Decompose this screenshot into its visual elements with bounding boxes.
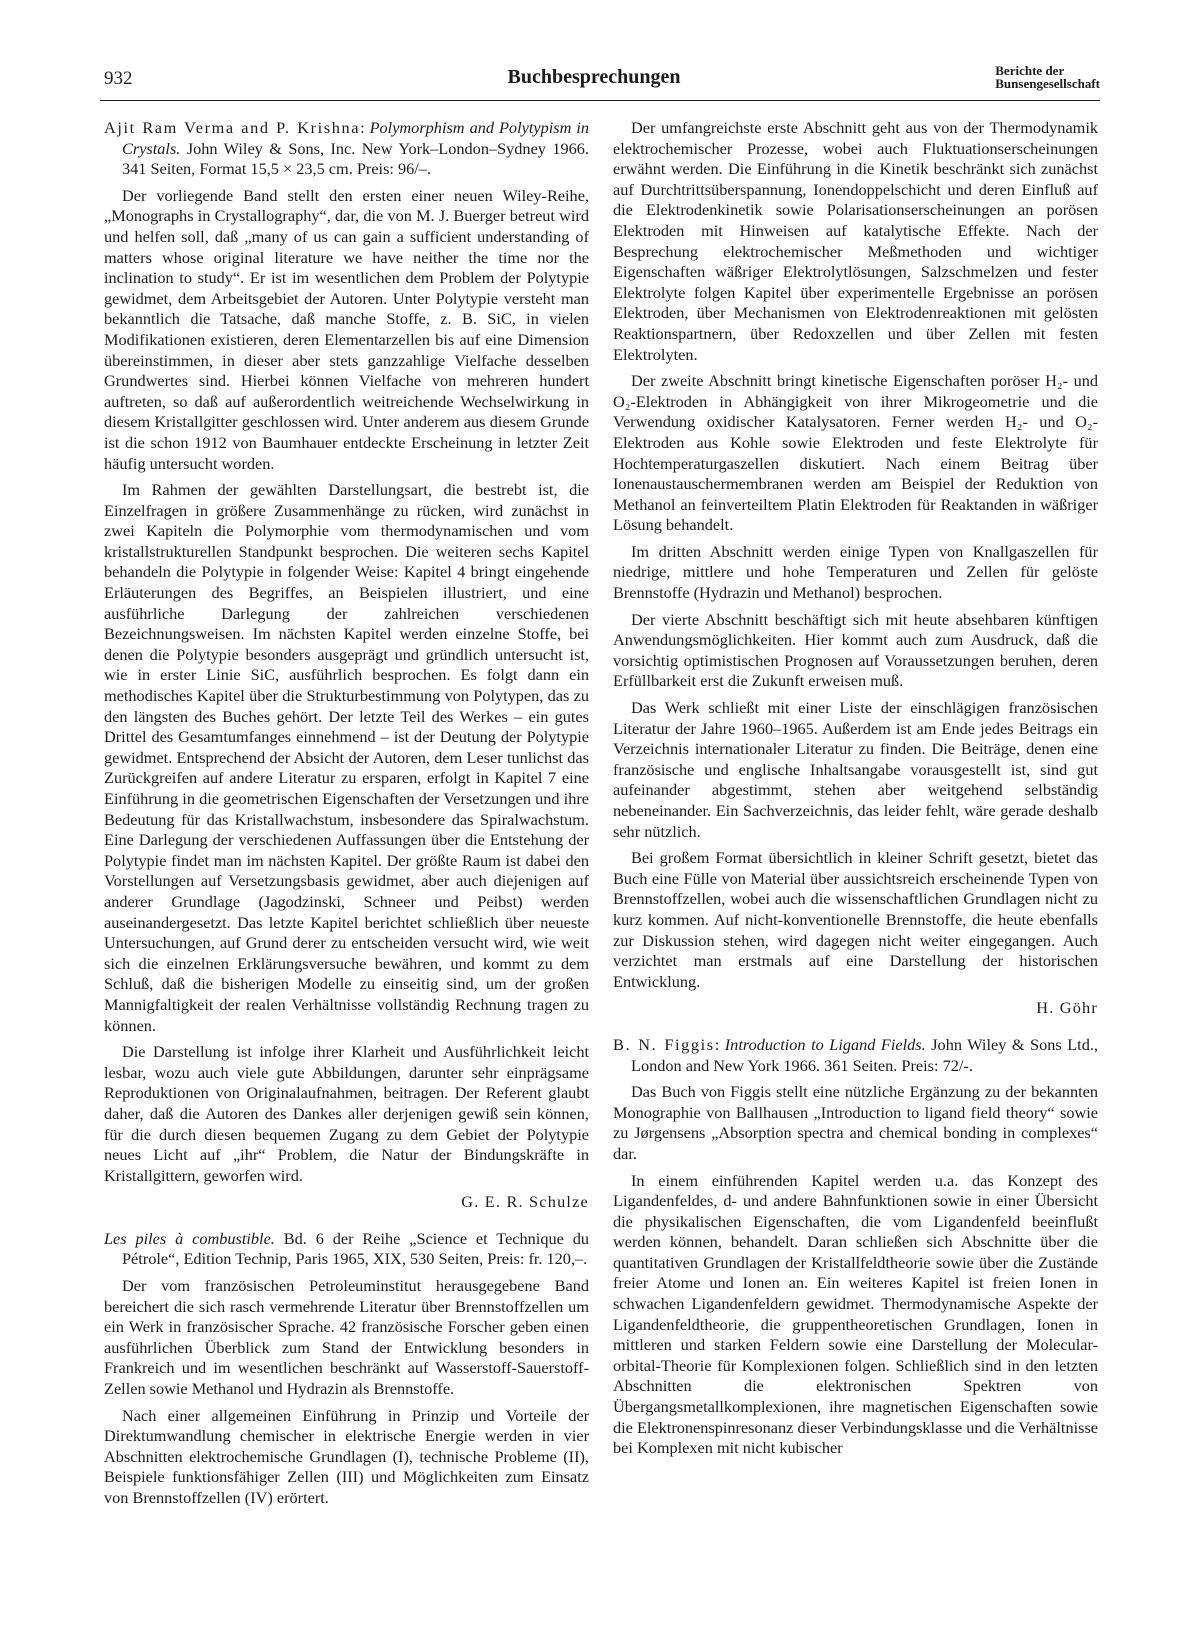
left-column xyxy=(104,118,589,1515)
journal-name xyxy=(995,64,1100,90)
review-2-paragraph-7: Das Werk schließt mit einer Liste der einschlägigen französischen Literatur der Jahre 1960–1965. Außerdem ist am Ende jedes Beitrags ein Verzeichnis internationaler Literatur zu finden. Die Beiträge, denen eine französische und englische Inhaltsangabe vorausgestellt ist, sind gut aufeinander abgestimmt, stehen aber weitgehend selbständig nebeneinander. Ein Sachverzeichnis, das leider fehlt, wäre gerade deshalb sehr nützlich. xyxy=(613,698,1098,841)
review-1-title: Polymorphism and Polytypism in Crystals. xyxy=(122,118,589,158)
page-number: 932 xyxy=(104,68,133,89)
review-3-details: John Wiley & Sons Ltd., London and New York 1966. 361 Seiten. Preis: 72/-. xyxy=(631,1034,1098,1075)
review-1-paragraph-2: Im Rahmen der gewählten Darstellungsart, die bestrebt ist, die Einzelfragen in größere Zusammenhänge zu rücken, wird zunächst in zwei Kapiteln die Polymorphie vom thermodynamischen und vom kristallstrukturellen Standpunkt besprochen. Die weiteren sechs Kapitel behandeln die Polytypie in folgender Weise: Kapitel 4 bringt eingehende Erläuterungen des Begriffes, an Beispielen illustriert, und eine ausführliche Darlegung der zahlreichen verschiedenen Bezeichnungsweisen. Im nächsten Kapitel werden einzelne Stoffe, bei denen die Polytypie besonders ausgeprägt und gründlich untersucht ist, wie in erster Linie SiC, ausführlich besprochen. Es folgt dann ein methodisches Kapitel über die Strukturbestimmung von Polytypen, das zu den längsten des Buches gehört. Der letzte Teil des Werkes – ein gutes Drittel des Gesamtumfanges einnehmend – ist der Deutung der Polytypie gewidmet. Entsprechend der Absicht der Autoren, dem Leser tunlichst das Zurückgreifen auf andere Literatur zu ersparen, erfolgt in Kapitel 7 eine Einführung in die geometrischen Eigenschaften der Versetzungen und ihre Bedeutung für das Kristallwachstum, insbesondere das Spiralwachstum. Eine Darlegung der verschiedenen Auffassungen über die Entstehung der Polytypie findet man im nächsten Kapitel. Der größte Raum ist dabei den Vorstellungen auf Versetzungsbasis gewidmet, aber auch diejenigen auf anderer Grundlage (Jagodzinski, Schneer und Peibst) werden auseinandergesetzt. Das letzte Kapitel berichtet schließlich über neueste Untersuchungen, auf Grund derer zu entscheiden versucht wird, wie weit sich die einzelnen Erklärungsversuche bewähren, und kommt zu dem Schluß, daß die bisherigen Modelle zu einseitig sind, um der großen Mannigfaltigkeit der realen Verhältnisse vollständig Rechnung tragen zu können. xyxy=(104,480,589,1035)
review-2-reviewer-line xyxy=(613,998,1098,1019)
review-1-reviewer: G. E. R. Schulze xyxy=(461,1192,589,1212)
review-2-details: Bd. 6 der Reihe „Science et Technique du Pétrole“, Edition Technip, Paris 1965, XIX, 530 Seiten, Preis: fr. 120,–. xyxy=(122,1228,589,1269)
review-2-citation xyxy=(104,1229,589,1270)
review-1-reviewer-line xyxy=(104,1192,589,1213)
review-3-paragraph-1: Das Buch von Figgis stellt eine nützliche Ergänzung zu der bekannten Monographie von Ballhausen „Introduction to ligand field theory“ sowie zu Jørgensens „Absorption spectra and chemical bonding in complexes“ dar. xyxy=(613,1082,1098,1163)
review-2-paragraph-2: Nach einer allgemeinen Einführung in Prinzip und Vorteile der Direktumwandlung chemischer in elektrische Energie werden in vier Abschnitten elektrochemische Grundlagen (I), technische Probleme (II), Beispiele funktionsfähiger Zellen (III) und Möglichkeiten zum Einsatz von Brennstoffzellen (IV) erörtert. xyxy=(104,1405,589,1507)
review-3-paragraph-2: In einem einführenden Kapitel werden u.a. das Konzept des Ligandenfeldes, d- und andere Bahnfunktionen sowie in einer Übersicht die physikalischen Eigenschaften, die vom Ligandenfeld beeinflußt werden können, behandelt. Daran schließen sich Abschnitte über die quantitativen Grundlagen der Kristallfeldtheorie sowie über die Zustände freier Atome und Ionen an. Ein weiteres Kapitel ist freien Ionen in schwachen Ligandenfeldern gewidmet. Thermodynamische Aspekte der Ligandenfeldtheorie, die gruppentheoretischen Grundlagen, Ionen in mittleren und starken Feldern sowie eine Darstellung der Molecular-orbital-Theorie für Komplexionen folgen. Schließlich sind in den letzten Abschnitten die elektronischen Spektren von Übergangsmetallkomplexionen, ihre magnetischen Eigenschaften sowie die Elektronenspinresonanz dieser Verbindungsklasse und die Verhältnisse bei Komplexen mit nicht kubischer xyxy=(613,1170,1099,1458)
review-2-reviewer: H. Göhr xyxy=(1036,998,1098,1018)
journal-name-line-2: Bunsengesellschaft xyxy=(995,76,1100,91)
review-2-paragraph-5: Im dritten Abschnitt werden einige Typen von Knallgaszellen für niedrige, mittlere und hohe Temperaturen und Zellen für gelöste Brennstoffe (Hydrazin und Methanol) besprochen. xyxy=(613,541,1098,603)
review-1-paragraph-1: Der vorliegende Band stellt den ersten einer neuen Wiley-Reihe, „Monographs in Crystallography“, dar, die von M. J. Buerger betreut wird und helfen soll, daß „many of us can gain a sufficient understanding of matters whose original literature we have neither the time nor the inclination to study“. Er ist im wesentlichen dem Problem der Polytypie gewidmet, dem Arbeitsgebiet der Autoren. Unter Polytypie versteht man bekanntlich die Tatsache, daß manche Stoffe, z. B. SiC, in vielen Modifikationen existieren, deren Elementarzellen bis auf eine Dimension übereinstimmen, in dieser aber stets ganzzahlige Vielfache desselben Grundwertes sind. Hierbei können Vielfache von mehreren hundert auftreten, so daß auf außerordentlich weitreichende Wechselwirkung in diesem Kristallgitter geschlossen wird. Unter anderem aus diesem Grunde ist die schon 1912 von Baumhauer entdeckte Erscheinung in letzter Zeit häufig untersucht worden. xyxy=(104,185,589,473)
journal-name-line-1: Berichte der xyxy=(995,63,1065,78)
review-3-title: Introduction to Ligand Fields. xyxy=(724,1034,926,1054)
review-1-details: John Wiley & Sons, Inc. New York–London–Sydney 1966. 341 Seiten, Format 15,5 × 23,5 cm. Preis: 96/–. xyxy=(122,138,589,179)
right-column xyxy=(613,118,1098,1465)
review-1-paragraph-3: Die Darstellung ist infolge ihrer Klarheit und Ausführlichkeit leicht lesbar, wozu auch viele gute Abbildungen, darunter sehr einprägsame Reproduktionen von Originalaufnahmen, beitragen. Der Referent glaubt daher, daß die Autoren des Dankes aller derjenigen gewiß sein können, für die durch diesen bequemen Zugang zu dem Gebiet der Polytypie neues Licht auf „ihr“ Problem, die Natur der Bindungskräfte in Kristallgittern, geworfen wird. xyxy=(104,1042,589,1185)
section-title: Buchbesprechungen xyxy=(507,66,681,88)
review-2-paragraph-3: Der umfangreichste erste Abschnitt geht aus von der Thermodynamik elektrochemischer Prozesse, wobei auch Fluktuationserscheinungen erwähnt werden. Die Einführung in die Kinetik beschränkt sich zunächst auf Durchtrittsüberspannung, Ionendoppelschicht und deren Einfluß auf die Elektrodenkinetik sowie Polarisationserscheinungen an porösen Elektroden mit Hinweisen auf katalytische Effekte. Nach der Besprechung elektrochemischer Meßmethoden und wichtiger Eigenschaften wäßriger Elektrolytlösungen, Salzschmelzen und fester Elektrolyte folgen Kapitel über experimentelle Ergebnisse an porösen Elektroden, über Mechanismen von Elektrodenreaktionen mit gelösten Reaktionspartnern, über Redoxzellen und über Zellen mit festen Elektrolyten. xyxy=(613,118,1098,364)
review-2-paragraph-6: Der vierte Abschnitt beschäftigt sich mit heute absehbaren künftigen Anwendungsmöglichkeiten. Hier kommt auch zum Ausdruck, daß die vorsichtig optimistischen Prognosen auf Voraussetzungen beruhen, deren Erfüllbarkeit erst die Zukunft erweisen muß. xyxy=(613,609,1098,691)
review-2-paragraph-4: Der zweite Abschnitt bringt kinetische Eigenschaften poröser H₂- und O₂-Elektroden in Abhängigkeit von ihrer Mikrogeometrie und die Verwendung oxidischer Katalysatoren. Ferner werden H₂- und O₂-Elektroden aus Kohle sowie Elektroden und feste Elektrolyte für Hochtemperaturgaszellen diskutiert. Nach einem Beitrag über Ionenaustauschermembranen werden am Beispiel der Reduktion von Methanol an feinverteiltem Platin Elektroden für Reaktanden in wäßriger Lösung behandelt. xyxy=(613,371,1098,535)
review-2-paragraph-8: Bei großem Format übersichtlich in kleiner Schrift gesetzt, bietet das Buch eine Fülle von Material über aussichtsreich erscheinende Typen von Brennstoffzellen, wobei auch die wissenschaftlichen Grundlagen nicht zu kurz kommen. Auf nicht-konventionelle Brennstoffe, die heute ebenfalls zur Diskussion stehen, wird dagegen nicht weiter eingegangen. Auch verzichtet man erstmals auf eine Darstellung der historischen Entwicklung. xyxy=(613,848,1098,991)
header-rule xyxy=(100,100,1100,101)
page-header xyxy=(88,58,1100,98)
review-2-paragraph-1: Der vom französischen Petroleuminstitut herausgegebene Band bereichert die sich rasch vermehrende Literatur über Brennstoffzellen um ein Werk in französischer Sprache. 42 französische Forscher geben einen ausführlichen Überblick zum Stand der Entwicklung besonders in Frankreich und im wesentlichen beschränkt auf Wasserstoff-Sauerstoff-Zellen sowie Methanol und Hydrazin als Brennstoffe. xyxy=(104,1276,589,1399)
review-2-title: Les piles à combustible. xyxy=(104,1228,275,1248)
review-3-authors: B. N. Figgis xyxy=(613,1034,715,1054)
review-1-citation: Ajit Ram Verma and P. Krishna: Polymorphism and Polytypism in Crystals. John Wiley & Sons, Inc. New York–London–Sydney 1966. 341 Seiten, Format 15,5 × 23,5 cm. Preis: 96/–. xyxy=(104,118,589,179)
review-3-citation: B. N. Figgis: Introduction to Ligand Fields. John Wiley & Sons Ltd., London and New York 1966. 361 Seiten. Preis: 72/-. xyxy=(613,1034,1098,1075)
review-1-authors: Ajit Ram Verma and P. Krishna xyxy=(104,118,361,137)
